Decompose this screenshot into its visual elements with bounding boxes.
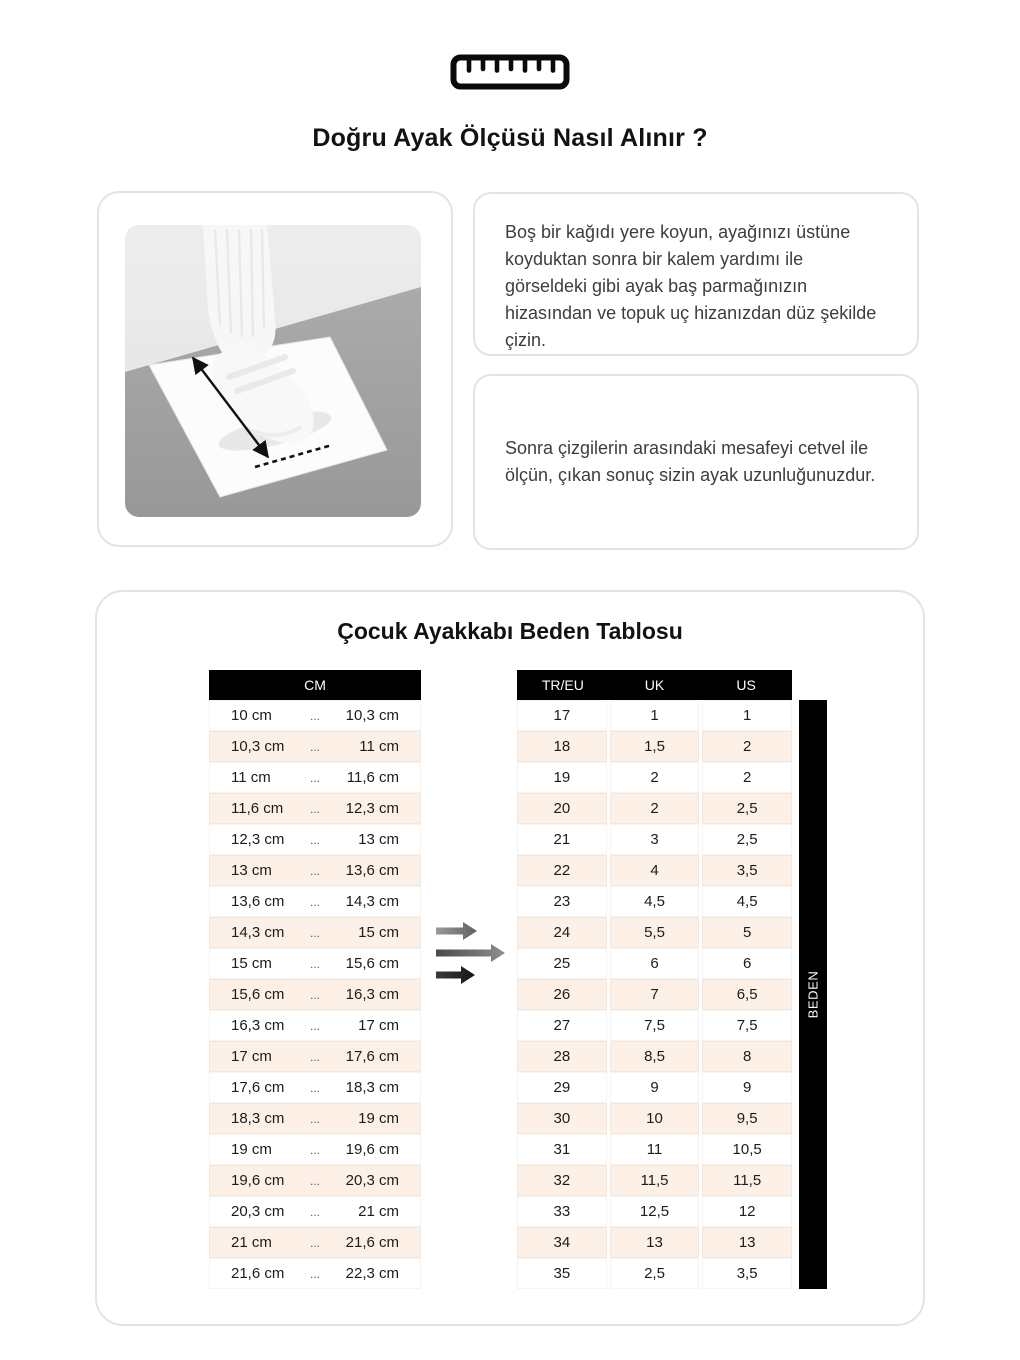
size-cell-us: 6,5 — [702, 979, 792, 1010]
foot-measurement-image-card — [97, 191, 453, 547]
size-cell-uk: 2 — [610, 762, 700, 793]
beden-side-bar — [799, 700, 827, 1289]
size-table-row — [517, 793, 792, 824]
cm-table-row — [209, 917, 421, 948]
size-cell-us: 5 — [702, 917, 792, 948]
cm-table-row — [209, 948, 421, 979]
mapping-arrows-icon — [435, 920, 515, 986]
cm-range-to: 21 cm — [358, 1203, 399, 1220]
size-cell-us: 9 — [702, 1072, 792, 1103]
size-cell-uk: 1,5 — [610, 731, 700, 762]
size-cell-us: 7,5 — [702, 1010, 792, 1041]
size-cell-tr-eu: 27 — [517, 1010, 607, 1041]
size-cell-uk: 13 — [610, 1227, 700, 1258]
size-cell-us: 4,5 — [702, 886, 792, 917]
cm-range-separator: ... — [309, 987, 320, 1002]
cm-range-separator: ... — [309, 956, 320, 971]
cm-table-row — [209, 886, 421, 917]
cm-range-from: 15,6 cm — [231, 986, 285, 1003]
size-cell-uk: 4 — [610, 855, 700, 886]
size-table-body — [517, 700, 792, 1289]
size-table-row — [517, 1134, 792, 1165]
cm-range-to: 10,3 cm — [345, 707, 399, 724]
ruler-icon-wrapper — [0, 54, 1020, 90]
size-cell-uk: 3 — [610, 824, 700, 855]
size-cell-us: 1 — [702, 700, 792, 731]
size-cell-tr-eu: 33 — [517, 1196, 607, 1227]
cm-range-from: 10,3 cm — [231, 738, 285, 755]
size-cell-uk: 6 — [610, 948, 700, 979]
size-cell-tr-eu: 34 — [517, 1227, 607, 1258]
cm-range-to: 19,6 cm — [345, 1141, 399, 1158]
size-table-header-tr-eu: TR/EU — [541, 677, 584, 693]
size-cell-us: 11,5 — [702, 1165, 792, 1196]
size-cell-tr-eu: 30 — [517, 1103, 607, 1134]
cm-range-from: 14,3 cm — [231, 924, 285, 941]
cm-range-to: 17 cm — [358, 1017, 399, 1034]
instruction-step-2-text: Sonra çizgilerin arasındaki mesafeyi cetvel ile ölçün, çıkan sonuç sizin ayak uzunluğunuzdur. — [505, 438, 876, 485]
cm-range-separator: ... — [309, 832, 320, 847]
beden-side-label: BEDEN — [805, 970, 821, 1019]
size-cell-uk: 2,5 — [610, 1258, 700, 1289]
cm-range-to: 11,6 cm — [346, 769, 399, 786]
cm-range-from: 10 cm — [231, 707, 272, 724]
size-cell-tr-eu: 19 — [517, 762, 607, 793]
size-cell-us: 6 — [702, 948, 792, 979]
cm-range-from: 13,6 cm — [231, 893, 285, 910]
cm-range-separator: ... — [309, 708, 320, 723]
size-cell-tr-eu: 22 — [517, 855, 607, 886]
cm-table-row — [209, 762, 421, 793]
cm-range-to: 13,6 cm — [345, 862, 399, 879]
size-table-header-uk: UK — [644, 677, 665, 693]
cm-range-from: 15 cm — [231, 955, 272, 972]
cm-range-from: 12,3 cm — [231, 831, 285, 848]
foot-on-paper-illustration — [125, 225, 421, 517]
size-table-row — [517, 731, 792, 762]
instruction-step-2 — [473, 374, 919, 550]
cm-table-row — [209, 824, 421, 855]
size-cell-tr-eu: 18 — [517, 731, 607, 762]
size-cell-tr-eu: 25 — [517, 948, 607, 979]
cm-range-from: 16,3 cm — [231, 1017, 285, 1034]
size-cell-us: 13 — [702, 1227, 792, 1258]
cm-range-to: 21,6 cm — [345, 1234, 399, 1251]
cm-table-row — [209, 793, 421, 824]
cm-range-separator: ... — [309, 925, 320, 940]
cm-range-from: 21,6 cm — [231, 1265, 285, 1282]
size-cell-us: 2,5 — [702, 824, 792, 855]
cm-range-from: 19 cm — [231, 1141, 272, 1158]
size-cell-us: 9,5 — [702, 1103, 792, 1134]
instruction-step-1 — [473, 192, 919, 356]
cm-table-row — [209, 1010, 421, 1041]
cm-table-row — [209, 979, 421, 1010]
cm-range-separator: ... — [309, 1235, 320, 1250]
cm-range-to: 14,3 cm — [345, 893, 399, 910]
cm-range-separator: ... — [309, 894, 320, 909]
cm-range-separator: ... — [309, 1173, 320, 1188]
size-cell-uk: 9 — [610, 1072, 700, 1103]
cm-range-to: 22,3 cm — [345, 1265, 399, 1282]
size-table-row — [517, 1196, 792, 1227]
size-cell-uk: 10 — [610, 1103, 700, 1134]
size-cell-us: 8 — [702, 1041, 792, 1072]
cm-range-separator: ... — [309, 739, 320, 754]
size-cell-uk: 11,5 — [610, 1165, 700, 1196]
cm-range-separator: ... — [309, 1049, 320, 1064]
cm-table-header: CM — [209, 670, 421, 700]
size-cell-us: 3,5 — [702, 855, 792, 886]
size-cell-us: 2,5 — [702, 793, 792, 824]
size-table-row — [517, 1165, 792, 1196]
cm-range-to: 15,6 cm — [345, 955, 399, 972]
size-cell-tr-eu: 23 — [517, 886, 607, 917]
size-cell-uk: 5,5 — [610, 917, 700, 948]
size-table-row — [517, 1010, 792, 1041]
size-table-row — [517, 886, 792, 917]
cm-range-from: 17,6 cm — [231, 1079, 285, 1096]
size-table — [517, 670, 792, 1289]
cm-range-to: 12,3 cm — [345, 800, 399, 817]
cm-range-from: 11 cm — [231, 769, 271, 786]
cm-table-row — [209, 1134, 421, 1165]
cm-range-to: 18,3 cm — [345, 1079, 399, 1096]
size-cell-uk: 11 — [610, 1134, 700, 1165]
cm-range-to: 19 cm — [358, 1110, 399, 1127]
size-cell-us: 10,5 — [702, 1134, 792, 1165]
cm-range-to: 17,6 cm — [345, 1048, 399, 1065]
size-cell-us: 3,5 — [702, 1258, 792, 1289]
size-table-row — [517, 855, 792, 886]
ruler-icon — [450, 54, 570, 90]
cm-table-row — [209, 1258, 421, 1289]
cm-range-separator: ... — [309, 1111, 320, 1126]
cm-range-separator: ... — [309, 1142, 320, 1157]
cm-range-from: 17 cm — [231, 1048, 272, 1065]
size-cell-uk: 1 — [610, 700, 700, 731]
size-cell-tr-eu: 35 — [517, 1258, 607, 1289]
cm-table-row — [209, 731, 421, 762]
size-cell-tr-eu: 28 — [517, 1041, 607, 1072]
size-cell-uk: 7,5 — [610, 1010, 700, 1041]
size-cell-tr-eu: 21 — [517, 824, 607, 855]
size-cell-tr-eu: 31 — [517, 1134, 607, 1165]
cm-table-row — [209, 700, 421, 731]
size-cell-uk: 4,5 — [610, 886, 700, 917]
cm-range-to: 20,3 cm — [345, 1172, 399, 1189]
size-table-row — [517, 1041, 792, 1072]
cm-range-to: 15 cm — [358, 924, 399, 941]
cm-table-row — [209, 855, 421, 886]
cm-range-separator: ... — [309, 1080, 320, 1095]
cm-table-row — [209, 1072, 421, 1103]
size-table-row — [517, 979, 792, 1010]
size-cell-us: 12 — [702, 1196, 792, 1227]
size-chart-card — [95, 590, 925, 1326]
size-cell-us: 2 — [702, 762, 792, 793]
cm-range-separator: ... — [309, 801, 320, 816]
cm-range-separator: ... — [309, 770, 320, 785]
size-cell-uk: 7 — [610, 979, 700, 1010]
cm-range-to: 16,3 cm — [345, 986, 399, 1003]
size-table-row — [517, 1227, 792, 1258]
cm-range-from: 13 cm — [231, 862, 272, 879]
cm-table-row — [209, 1041, 421, 1072]
cm-table-row — [209, 1103, 421, 1134]
size-cell-us: 2 — [702, 731, 792, 762]
cm-range-to: 11 cm — [359, 738, 399, 755]
cm-range-from: 18,3 cm — [231, 1110, 285, 1127]
cm-range-from: 11,6 cm — [231, 800, 284, 817]
cm-range-separator: ... — [309, 863, 320, 878]
size-table-row — [517, 1103, 792, 1134]
size-table-row — [517, 700, 792, 731]
cm-range-separator: ... — [309, 1204, 320, 1219]
cm-table — [209, 670, 421, 1289]
cm-table-row — [209, 1165, 421, 1196]
size-cell-tr-eu: 24 — [517, 917, 607, 948]
size-cell-uk: 12,5 — [610, 1196, 700, 1227]
instruction-step-1-text: Boş bir kağıdı yere koyun, ayağınızı üstüne koyduktan sonra bir kalem yardımı ile görseldeki gibi ayak baş parmağınızın hizasından ve topuk uç hizanızdan düz şekilde çizin. — [505, 222, 877, 350]
cm-table-body — [209, 700, 421, 1289]
cm-range-from: 21 cm — [231, 1234, 272, 1251]
size-cell-tr-eu: 20 — [517, 793, 607, 824]
foot-measurement-photo — [125, 225, 421, 517]
cm-range-separator: ... — [309, 1018, 320, 1033]
cm-range-from: 20,3 cm — [231, 1203, 285, 1220]
size-cell-tr-eu: 17 — [517, 700, 607, 731]
size-cell-tr-eu: 32 — [517, 1165, 607, 1196]
size-table-row — [517, 824, 792, 855]
size-table-row — [517, 917, 792, 948]
cm-table-row — [209, 1196, 421, 1227]
cm-table-row — [209, 1227, 421, 1258]
size-cell-uk: 8,5 — [610, 1041, 700, 1072]
cm-range-from: 19,6 cm — [231, 1172, 285, 1189]
size-table-row — [517, 948, 792, 979]
cm-range-separator: ... — [309, 1266, 320, 1281]
size-cell-uk: 2 — [610, 793, 700, 824]
size-table-row — [517, 1072, 792, 1103]
page-title: Doğru Ayak Ölçüsü Nasıl Alınır ? — [312, 124, 708, 152]
size-cell-tr-eu: 29 — [517, 1072, 607, 1103]
cm-range-to: 13 cm — [358, 831, 399, 848]
size-chart-title: Çocuk Ayakkabı Beden Tablosu — [337, 618, 683, 644]
size-table-header-us: US — [736, 677, 756, 693]
size-table-row — [517, 762, 792, 793]
size-table-row — [517, 1258, 792, 1289]
size-cell-tr-eu: 26 — [517, 979, 607, 1010]
size-table-header — [517, 670, 792, 700]
